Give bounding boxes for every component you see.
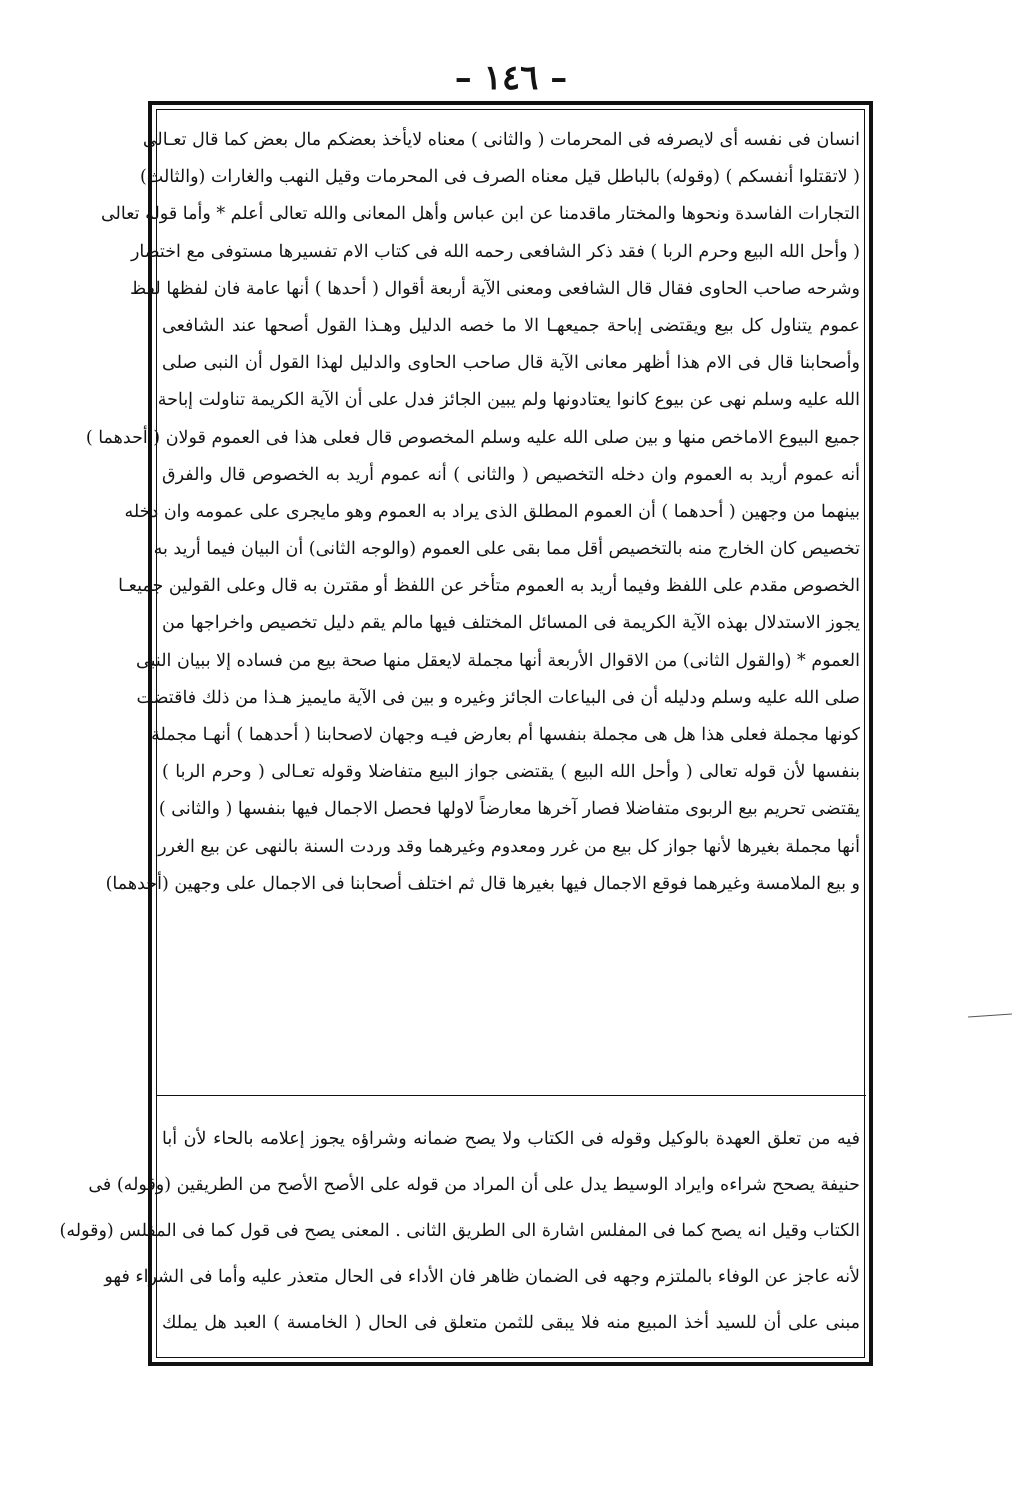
main-text-line: عموم يتناول كل بيع ويقتضى إباحة جميعهـا الا ما خصه الدليل وهـذا القول أصحها عند الشافعى [162,315,860,336]
page-number: – ١٤٦ – [454,58,568,98]
main-text-line: بينهما من وجهين ( أحدهما ) أن العموم المطلق الذى يراد به العموم وهو مايجرى على عمومه وان دخله [124,501,860,522]
main-text-line: تخصيص كان الخارج منه بالتخصيص أقل مما بقى على العموم (والوجه الثانى) أن البيان فيما أريد به [153,539,860,560]
footnote-line: مبنى على أن للسيد أخذ المبيع منه فلا يبقى للثمن متعلق فى الحال ( الخامسة ) العبد هل يملك [162,1313,860,1333]
main-text-line: صلى الله عليه وسلم ودليله أن فى البياعات الجائز وغيره و بين فى الآية مايميز هـذا من ذلك فاقتضت [136,687,860,708]
main-text-line: يجوز الاستدلال بهذه الآية الكريمة فى المسائل المختلف فيها مالم يقم دليل تخصيص واخراجها من [162,613,860,634]
main-text-line: و بيع الملامسة وغيرهما فوقع الاجمال فيها بغيرها قال ثم اختلف أصحابنا فى الاجمال على وجهين (أحدهما) [105,873,860,894]
footnote-text-block [59,1116,860,1351]
main-text-line: بنفسها لأن قوله تعالى ( وأحل الله البيع ) يقتضى جواز البيع متفاضلا وقوله تعـالى ( وحرم الربا ) [162,762,860,783]
main-text-line: أنه عموم أريد به العموم وان دخله التخصيص ( والثانى ) أنه عموم أريد به الخصوص قال والفرق [162,464,860,485]
main-text-line: ( لاتقتلوا أنفسكم ) (وقوله) بالباطل قيل معناه الصرف فى المحرمات وقيل النهب والغارات (والثالث) [139,167,860,188]
main-text-line: أنها مجملة بغيرها لأنها جواز كل بيع من غرر ومعدوم وغيرهما وقد وردت السنة بالنهى عن بيع الغرر [158,836,860,857]
footnote-line: حنيفة يصحح شراءه وايراد الوسيط يدل على أن المراد من قوله على الأصح الأصح من الطريقين (وقوله) فى [88,1175,860,1195]
main-text-line: وأصحابنا قال فى الام هذا أظهر معانى الآية قال صاحب الحاوى والدليل لهذا القول أن النبى صلى [162,353,860,374]
main-text-line: كونها مجملة فعلى هذا هل هى مجملة بنفسها أم بعارض فيـه وجهان لاصحابنا ( أحدهما ) أنهـا مجملة [151,725,860,745]
footnote-line: الكتاب وقيل انه يصح كما فى المفلس اشارة الى الطريق الثانى . المعنى يصح فى قول كما فى المفلس (وقوله) [59,1221,860,1241]
main-text-line: التجارات الفاسدة ونحوها والمختار ماقدمنا عن ابن عباس وأهل المعانى والله تعالى أعلم * وأما قوله تعالى [100,204,860,225]
main-text-line: انسان فى نفسه أى لايصرفه فى المحرمات ( والثانى ) معناه لايأخذ بعضكم مال بعض كما قال تعـالى [142,130,860,150]
margin-pen-mark [968,1013,1012,1017]
main-text-line: وشرحه صاحب الحاوى فقال قال الشافعى ومعنى الآية أربعة أقوال ( أحدها ) أنها عامة فان لفظها لفظ [129,278,860,299]
main-text-line: الله عليه وسلم نهى عن بيوع كانوا يعتادونها ولم يبين الجائز فدل على أن الآية الكريمة تناولت إباحة [157,390,860,411]
main-text-line: العموم * (والقول الثانى) من الاقوال الأربعة أنها مجملة لايعقل منها صحة بيع من فساده إلا ببيان النبى [136,650,860,671]
main-text-block [85,122,860,1090]
main-text-line: يقتضى تحريم بيع الربوى متفاضلا فصار آخرها معارضاً لاولها فحصل الاجمال فيها بنفسها ( والثانى ) [158,799,860,820]
main-text-line: الخصوص مقدم على اللفظ وفيما أريد به العموم متأخر عن اللفظ أو مقترن به قال وعلى القولين جميعـا [118,576,860,597]
footnote-line: فيه من تعلق العهدة بالوكيل وقوله فى الكتاب ولا يصح ضمانه وشراؤه يجوز إعلامه بالحاء لأن أبا [162,1129,860,1149]
footnote-line: لأنه عاجز عن الوفاء بالملتزم وجهه فى الضمان ظاهر فان الأداء فى الحال متعذر عليه وأما فى الشراء فهو [104,1267,860,1287]
main-text-line: جميع البيوع الاماخص منها و بين صلى الله عليه وسلم المخصوص قال فعلى هذا فى العموم قولان ( أحدهما ) [85,427,860,448]
footnote-separator [156,1095,866,1096]
main-text-line: ( وأحل الله البيع وحرم الربا ) فقد ذكر الشافعى رحمه الله فى كتاب الام تفسيرها مستوفى مع اختصار [130,241,860,262]
